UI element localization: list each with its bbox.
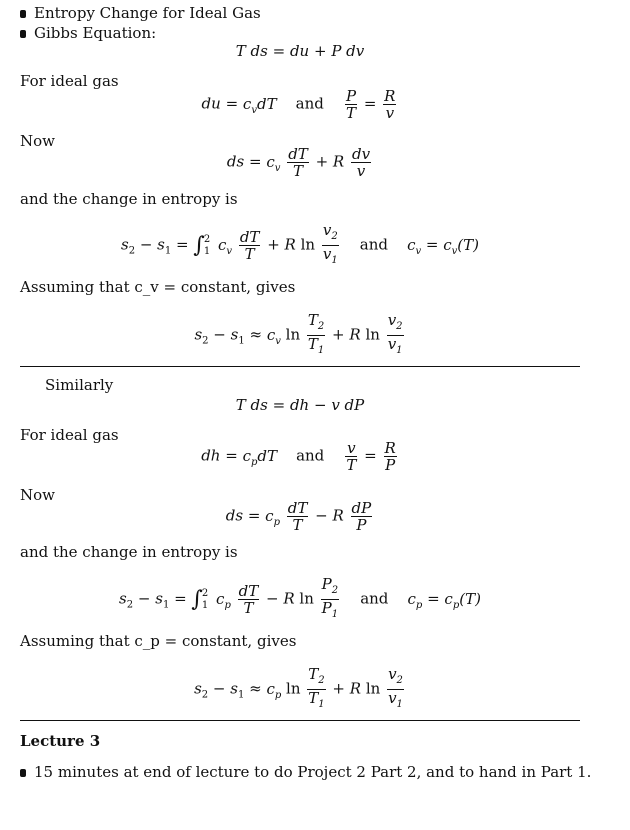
lecture-bullet-text: 15 minutes at end of lecture to do Project 2 Part 2, and to hand in Part 1. — [34, 763, 592, 781]
change-in-entropy-label-2: and the change in entropy is — [20, 543, 238, 561]
now-label-1: Now — [20, 132, 55, 150]
similarly-label: Similarly — [45, 376, 114, 394]
ideal-gas-label-1: For ideal gas — [20, 72, 119, 90]
ds-equation-1: ds = $c_v$ $\frac{dT}{T}$ + R $\frac{dv}{v}$ — [226, 145, 371, 180]
bullet-text: Gibbs Equation: — [34, 24, 157, 42]
change-in-entropy-label-1: and the change in entropy is — [20, 190, 238, 208]
now-label-2: Now — [20, 486, 55, 504]
bullet-icon — [20, 769, 26, 777]
gibbs-equation-1: T ds = du + P dv — [235, 42, 365, 60]
lecture-bullet — [20, 763, 591, 781]
bullet-entropy-change — [20, 4, 261, 22]
bullet-gibbs-equation — [20, 24, 156, 42]
entropy-integral-1: $s_2 - s_1$ = ∫ 2 1 $c_v$ $\frac{dT}{T}$ + R ln $\frac{v_2}{v_1}$ and $c_v = c_v(T)$ — [0, 222, 600, 269]
assumption-label-2: Assuming that c_p = constant, gives — [20, 632, 297, 650]
ds-equation-2: ds = $c_p$ $\frac{dT}{T}$ − R $\frac{dP}{P}$ — [225, 499, 372, 534]
ideal-gas-label-2: For ideal gas — [20, 426, 119, 444]
entropy-integral-2: $s_2 - s_1$ = ∫ 2 1 $c_p$ $\frac{dT}{T}$ − R ln $\frac{P_2}{P_1}$ and $c_p = c_p(T)$ — [0, 576, 600, 623]
assumption-label-1: Assuming that c_v = constant, gives — [20, 278, 296, 296]
lecture-divider — [20, 720, 580, 721]
bullet-text: Entropy Change for Ideal Gas — [34, 4, 261, 22]
bullet-icon — [20, 10, 26, 18]
ideal-gas-relations-2: dh = $c_pdT$ and $\frac{v}{T}$ = $\frac{R}{P}$ — [201, 439, 396, 474]
entropy-result-2: $s_2 - s_1 \approx c_p$ ln $\frac{T_2}{T_1}$ + R ln $\frac{v_2}{v_1}$ — [0, 666, 600, 713]
gibbs-equation-2: T ds = dh − v dP — [235, 396, 365, 414]
section-divider — [20, 366, 580, 367]
lecture-heading: Lecture 3 — [20, 732, 101, 750]
ideal-gas-relations-1: du = $c_vdT$ and $\frac{P}{T}$ = $\frac{R}{v}$ — [201, 87, 396, 122]
entropy-result-1: $s_2 - s_1 \approx c_v$ ln $\frac{T_2}{T_1}$ + R ln $\frac{v_2}{v_1}$ — [0, 312, 600, 359]
bullet-icon — [20, 30, 26, 38]
